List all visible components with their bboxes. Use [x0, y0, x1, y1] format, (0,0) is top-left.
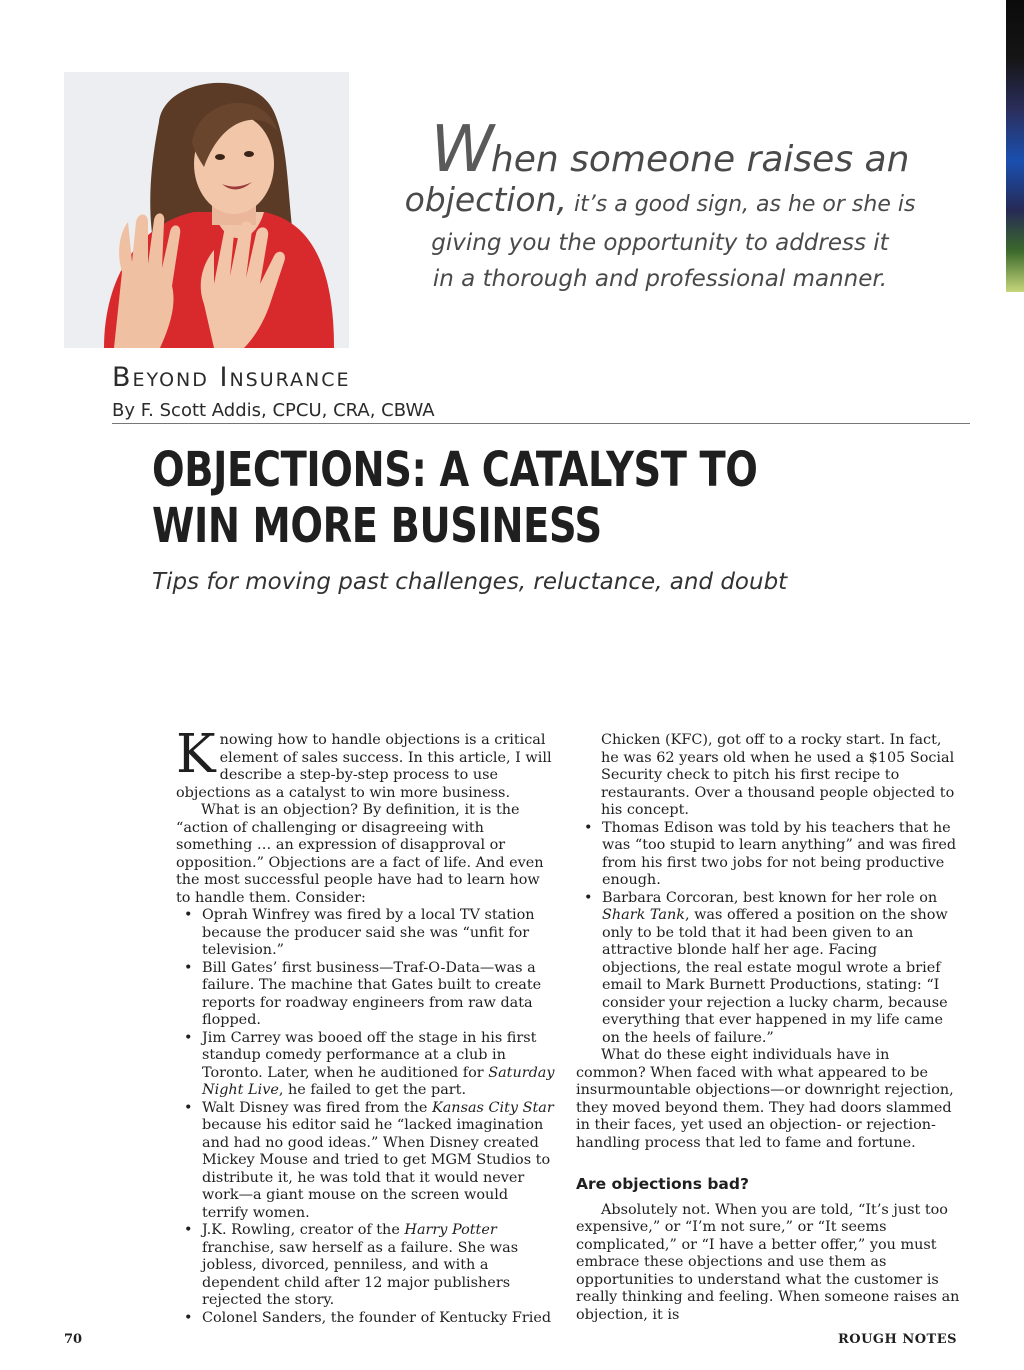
article-headline	[152, 442, 760, 554]
adjacent-page-edge	[1006, 0, 1024, 292]
pull-quote-initial: W	[430, 113, 491, 187]
disney-text-b: because his editor said he “lacked imagination and had no good ideas.” When Disney created Mickey Mouse and tried to get MGM Studios to distribute it, he was told that it would never work—a giant mouse on the screen would terrify women.	[202, 1117, 551, 1221]
pull-quote-line-4: in a thorough and professional manner.	[432, 266, 888, 292]
corcoran-text-b: , was offered a position on the show only to be told that it had been given to an attractive blonde half her age. Facing objections, the real estate mogul wrote a brief email to Mark Burnett Productions, stating: “I consider your rejection a lucky charm, because everything that ever happened in my life came on the heels of failure.”	[602, 907, 948, 1046]
pull-quote-line-1	[360, 113, 960, 187]
pull-quote	[360, 113, 960, 297]
body-column-right	[576, 732, 960, 1324]
body-column-left	[176, 724, 558, 1327]
examples-list	[176, 907, 558, 1327]
article-subhead: Tips for moving past challenges, reluctance, and doubt	[152, 569, 788, 595]
department-title: Beyond Insurance	[112, 362, 351, 393]
definition-paragraph: What is an objection? By definition, it is the “action of challenging or disagreeing with something … an expression of disapproval or opposition.” Objections are a fact of life. And even the most successful people have had to learn how to handle them. Consider:	[176, 802, 544, 906]
rowling-text-b: franchise, saw herself as a failure. She was jobless, divorced, penniless, and with a dependent child after 12 major publishers rejected the story.	[202, 1239, 519, 1308]
headline-line-2: WIN MORE BUSINESS	[152, 498, 602, 554]
disney-text-a: Walt Disney was fired from the	[202, 1099, 432, 1116]
examples-list-continued	[576, 820, 960, 1048]
byline: By F. Scott Addis, CPCU, CRA, CBWA	[112, 400, 435, 421]
objections-paragraph: Absolutely not. When you are told, “It’s just too expensive,” or “I’m not sure,” or “It seems complicated,” or “I have a better offer,” you must embrace these objections and use them as opportunities to understand what the customer is really thinking and feeling. When someone raises an objection, it is	[576, 1201, 960, 1323]
pull-quote-line-2-text: it’s a good sign, as he or she is	[574, 192, 916, 217]
corcoran-text-a: Barbara Corcoran, best known for her role on	[602, 889, 938, 906]
header-rule	[112, 423, 970, 424]
rowling-text-a: J.K. Rowling, creator of the	[202, 1222, 405, 1238]
list-item-gates: • Bill Gates’ first business—Traf-O-Data—was a failure. The machine that Gates built to create reports for roadway engineers from raw data flopped.	[202, 960, 558, 1030]
list-item-edison: • Thomas Edison was told by his teachers that he was “too stupid to learn anything” and was fired from his first two jobs for not being productive enough.	[602, 820, 960, 890]
section-heading: Are objections bad?	[576, 1175, 749, 1193]
drop-cap: K	[176, 724, 216, 785]
list-item-corcoran	[602, 890, 960, 1048]
sanders-continued: Chicken (KFC), got off to a rocky start. In fact, he was 62 years old when he used a $105 Social Security check to pitch his first recipe to restaurants. Over a thousand people objected to his concept.	[601, 732, 955, 818]
list-item-rowling	[202, 1222, 558, 1310]
pull-quote-line-1-text: hen someone raises an	[490, 139, 910, 180]
list-item-sanders: • Colonel Sanders, the founder of Kentucky Fried	[202, 1310, 558, 1328]
woman-rejecting-photo	[64, 72, 349, 348]
pull-quote-line-3: giving you the opportunity to address it	[431, 230, 889, 256]
carrey-text-b: , he failed to get the part.	[278, 1082, 467, 1098]
pull-quote-line-2	[360, 180, 960, 225]
corcoran-show-title: Shark Tank	[602, 907, 685, 923]
list-item-oprah: • Oprah Winfrey was fired by a local TV station because the producer said she was “unfit for television.”	[202, 907, 558, 960]
publication-name: ROUGH NOTES	[837, 1332, 957, 1347]
pull-quote-line-2-lead: objection,	[404, 180, 568, 219]
rowling-book-title: Harry Potter	[404, 1222, 497, 1238]
intro-paragraph	[176, 724, 558, 802]
common-paragraph: What do these eight individuals have in common? When faced with what appeared to be insurmountable objections—or downright rejection, they moved beyond them. They had doors slammed in their faces, yet used an objection- or rejection-handling process that led to fame and fortune.	[576, 1047, 954, 1151]
carrey-text-a: Jim Carrey was booed off the stage in his first standup comedy performance at a club in Toronto. Later, when he auditioned for	[202, 1029, 537, 1081]
disney-paper-title: Kansas City Star	[431, 1099, 554, 1116]
intro-text: nowing how to handle objections is a critical element of sales success. In this article, I will describe a step-by-step process to use objections as a catalyst to win more business.	[176, 732, 552, 801]
list-item-carrey	[202, 1030, 558, 1100]
page-number: 70	[64, 1332, 83, 1347]
list-item-disney	[202, 1100, 558, 1223]
carrey-show-title: Saturday Night Live	[202, 1064, 555, 1098]
headline-line-1: OBJECTIONS: A CATALYST TO	[152, 442, 758, 498]
